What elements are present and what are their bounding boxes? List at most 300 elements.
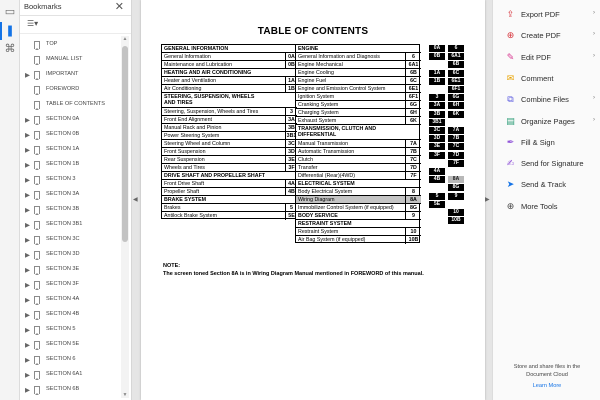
section-index-tab[interactable]: 7B (448, 135, 464, 142)
toc-row (296, 188, 421, 196)
toc-section-code: 3C (285, 140, 297, 148)
toc-row (296, 156, 421, 164)
toc-section-code: 3B (285, 124, 297, 132)
send-signature-icon: ✍ (506, 158, 515, 169)
bookmark-item[interactable] (20, 353, 120, 368)
toc-entry-line: Engine Fuel (298, 78, 327, 84)
toc-entry-line: Wheels and Tires (164, 165, 205, 171)
toc-entry-line: TRANSMISSION, CLUTCH AND (298, 126, 377, 132)
toc-row (296, 236, 421, 244)
toc-row (296, 140, 421, 148)
page-thumbnails-icon[interactable]: ▭ (4, 6, 16, 18)
bookmark-icon (34, 161, 40, 169)
tool-more-tools[interactable] (493, 199, 600, 215)
toc-section-code: 0B (285, 61, 297, 69)
bookmark-item[interactable] (20, 278, 120, 293)
toc-entry-text (164, 94, 254, 106)
toc-entry-text (298, 141, 348, 147)
toc-entry-text (298, 197, 335, 203)
tool-fill-sign[interactable] (493, 135, 600, 151)
toc-entry-text (164, 70, 251, 76)
toc-row (162, 108, 297, 116)
tool-label: Edit PDF (521, 52, 552, 62)
tool-label: Organize Pages (521, 116, 575, 126)
bookmark-item[interactable] (20, 218, 120, 233)
section-index-tab[interactable]: 6H (448, 102, 464, 109)
toc-section-code: 7A (405, 140, 421, 148)
toc-row (162, 85, 297, 93)
bookmark-item[interactable] (20, 158, 120, 173)
toc-row (296, 117, 421, 125)
bookmark-icon (34, 176, 40, 184)
expand-chevron-icon[interactable]: ▶ (25, 162, 30, 169)
section-index-tab[interactable]: 5E (429, 201, 445, 208)
chevron-right-icon[interactable]: › (593, 116, 595, 123)
toc-row (296, 93, 421, 101)
bookmark-label: SECTION 3C (46, 236, 80, 242)
bookmark-item[interactable] (20, 203, 120, 218)
tool-label: Combine Files (521, 95, 569, 105)
toc-entry-text (298, 181, 355, 187)
section-index-tab[interactable]: 7C (448, 143, 464, 150)
expand-chevron-icon[interactable]: ▶ (25, 297, 30, 304)
left-navigation-rail (0, 0, 20, 400)
bookmark-icon (34, 191, 40, 199)
fill-sign-icon: ✒ (506, 136, 515, 147)
toc-section-code: 7C (405, 156, 421, 164)
section-index-tab[interactable]: 1B (429, 78, 445, 85)
toc-entry-line: Restraint System (298, 229, 339, 235)
toc-entry-text (164, 141, 230, 147)
close-icon[interactable]: ✕ (114, 1, 124, 13)
toc-entry-text (298, 149, 354, 155)
bookmark-options-icon[interactable]: ☰▾ (27, 19, 39, 28)
section-index-tab[interactable]: 4A (429, 168, 445, 175)
section-index-tab[interactable]: 6A1 (448, 53, 464, 60)
expand-chevron-icon[interactable]: ▶ (25, 282, 30, 289)
bookmark-label: SECTION 6A1 (46, 371, 83, 377)
bookmark-icon (34, 41, 40, 49)
expand-chevron-icon[interactable]: ▶ (25, 342, 30, 349)
section-index-tab[interactable]: 3C (429, 127, 445, 134)
toc-section-code: 5E (285, 212, 297, 220)
bookmark-item[interactable] (20, 233, 120, 248)
expand-chevron-icon[interactable]: ▶ (25, 207, 30, 214)
toc-section-code: 0A (285, 53, 297, 61)
toc-entry-text (298, 165, 318, 171)
bookmark-icon (34, 371, 40, 379)
more-tools-icon: ⊕ (506, 200, 515, 211)
section-index-tab[interactable]: 3E (429, 143, 445, 150)
tool-label: Comment (521, 73, 554, 83)
toc-section-code: 3 (285, 108, 297, 116)
section-index-tab[interactable]: 8G (448, 184, 464, 191)
bookmark-label: SECTION 5 (46, 326, 76, 332)
bookmark-item[interactable] (20, 128, 120, 143)
bookmarks-header (20, 0, 131, 16)
toc-row (296, 61, 421, 69)
section-index-tab[interactable]: 1A (429, 70, 445, 77)
toc-entry-text (164, 165, 205, 171)
toc-entry-text (298, 62, 343, 68)
tool-comment[interactable] (493, 71, 600, 87)
toc-row (162, 61, 297, 69)
bookmark-label: TOP (46, 41, 58, 47)
section-index-tab[interactable]: 6C (448, 70, 464, 77)
toc-section-code: 3E (285, 156, 297, 164)
bookmark-item[interactable] (20, 83, 120, 98)
organize-pages-icon: ▤ (506, 115, 515, 126)
note-label: NOTE: (163, 263, 181, 269)
toc-entry-line: Air Bag System (if equipped) (298, 237, 366, 243)
expand-chevron-icon[interactable]: ▶ (25, 177, 30, 184)
toc-row (296, 172, 421, 180)
toc-entry-line: BRAKE SYSTEM (164, 197, 207, 203)
toc-row (296, 204, 421, 212)
tool-organize-pages[interactable] (493, 114, 600, 130)
toc-entry-line: Manual Rack and Pinion (164, 125, 222, 131)
toc-entry-line: Steering Wheel and Column (164, 141, 231, 147)
toc-row (162, 212, 297, 220)
bookmark-icon (34, 266, 40, 274)
toc-section-code: 6F1 (405, 93, 421, 101)
expand-chevron-icon[interactable]: ▶ (25, 387, 30, 394)
toc-entry-line: Brakes (164, 205, 181, 211)
expand-chevron-icon[interactable]: ▶ (25, 357, 30, 364)
bookmark-label: SECTION 3D (46, 251, 80, 257)
cloud-line-1: Store and share files in the (513, 364, 581, 370)
bookmark-label: SECTION 1B (46, 161, 80, 167)
section-index-tab[interactable]: 4B (429, 176, 445, 183)
toc-row (296, 69, 421, 77)
bookmark-icon (34, 86, 40, 94)
toc-entry-text (164, 125, 221, 131)
section-index-tab[interactable]: 3B1 (429, 119, 445, 126)
section-index-tab[interactable]: 10B (448, 217, 464, 224)
toc-section-code: 6K (405, 117, 421, 125)
bookmarks-panel (20, 0, 132, 400)
bookmark-icon (34, 251, 40, 259)
toc-section-code: 8A (405, 196, 421, 204)
bookmark-icon (34, 296, 40, 304)
toc-row (296, 180, 421, 188)
toc-row (296, 85, 421, 93)
tool-send-signature[interactable] (493, 156, 600, 172)
toc-row (296, 164, 421, 172)
expand-chevron-icon[interactable]: ▶ (25, 147, 30, 154)
toc-entry-text (298, 46, 318, 52)
expand-chevron-icon[interactable]: ▶ (25, 267, 30, 274)
pdf-page (141, 0, 485, 400)
bookmark-icon (34, 281, 40, 289)
section-index-tab[interactable]: 9 (448, 193, 464, 200)
toc-row (296, 109, 421, 117)
chevron-right-icon[interactable]: › (593, 52, 595, 59)
scroll-up-icon[interactable]: ▲ (122, 36, 128, 42)
bookmark-label: IMPORTANT (46, 71, 79, 77)
section-index-tab[interactable]: 0A (429, 45, 445, 52)
bookmark-item[interactable] (20, 338, 120, 353)
toc-entry-text (298, 157, 313, 163)
section-index-tab[interactable]: 3 (429, 94, 445, 101)
toc-row (296, 45, 421, 53)
bookmark-item[interactable] (20, 68, 120, 83)
bookmark-icon (34, 131, 40, 139)
toc-row (296, 125, 421, 140)
expand-chevron-icon[interactable]: ▶ (25, 372, 30, 379)
bookmark-label: SECTION 4B (46, 311, 80, 317)
chevron-right-icon[interactable]: › (593, 95, 595, 102)
toc-entry-line: Engine and Emission Control System (298, 86, 386, 92)
toc-row (162, 188, 297, 196)
toc-entry-line: GENERAL INFORMATION (164, 46, 229, 52)
expand-chevron-icon[interactable]: ▶ (25, 72, 30, 79)
tool-combine-files[interactable] (493, 92, 600, 108)
toc-entry-text (164, 62, 232, 68)
tool-send-track[interactable] (493, 177, 600, 193)
toc-entry-text (298, 237, 365, 243)
create-pdf-icon: ⊕ (506, 30, 515, 41)
toc-entry-line: Cranking System (298, 102, 339, 108)
bookmark-item[interactable] (20, 173, 120, 188)
toc-entry-text (298, 54, 380, 60)
toc-entry-line: Steering, Suspension, Wheels and Tires (164, 109, 259, 115)
toc-row (162, 77, 297, 85)
scrollbar-thumb[interactable] (122, 46, 128, 242)
toc-entry-line: Transfer (298, 165, 318, 171)
bookmark-label: SECTION 3 (46, 176, 76, 182)
section-index-tab[interactable]: 0B (429, 53, 445, 60)
toc-entry-text (298, 221, 352, 227)
bookmark-label: SECTION 4A (46, 296, 80, 302)
toc-row (162, 45, 297, 53)
toc-entry-text (298, 213, 338, 219)
section-index-tab[interactable]: 6B (448, 61, 464, 68)
bookmarks-toolbar (20, 16, 131, 34)
bookmark-label: SECTION 0A (46, 116, 80, 122)
section-index-tab[interactable]: 10 (448, 209, 464, 216)
section-index-tab[interactable]: 6 (448, 45, 464, 52)
expand-chevron-icon[interactable]: ▶ (25, 192, 30, 199)
toc-entry-text (298, 102, 338, 108)
toc-row (162, 156, 297, 164)
toc-entry-text (298, 78, 326, 84)
toc-entry-line: Air Conditioning (164, 86, 202, 92)
section-index-tab[interactable]: 7D (448, 152, 464, 159)
section-index-tab[interactable]: 6F1 (448, 86, 464, 93)
toc-entry-text (164, 213, 217, 219)
toc-table-left (161, 44, 296, 219)
toc-entry-line: HEATING AND AIR CONDITIONING (164, 70, 252, 76)
section-index-tab[interactable]: 3F (429, 152, 445, 159)
toc-section-code: 3D (285, 148, 297, 156)
toc-row (162, 140, 297, 148)
toc-row (296, 148, 421, 156)
scroll-down-icon[interactable]: ▼ (122, 392, 128, 398)
toc-entry-text (164, 46, 228, 52)
section-index-tab[interactable]: 3B (429, 111, 445, 118)
bookmark-icon (34, 101, 40, 109)
expand-chevron-icon[interactable]: ▶ (25, 132, 30, 139)
toc-section-code: 9 (405, 212, 421, 220)
bookmark-item[interactable] (20, 263, 120, 278)
toc-entry-line: BODY SERVICE (298, 213, 338, 219)
expand-chevron-icon[interactable]: ▶ (25, 237, 30, 244)
toc-row (162, 196, 297, 204)
toc-entry-line: STEERING, SUSPENSION, WHEELS (164, 94, 255, 100)
toc-section-code: 7D (405, 164, 421, 172)
page-title: TABLE OF CONTENTS (257, 26, 369, 37)
toc-entry-text (164, 54, 211, 60)
toc-section-code: 6B (405, 69, 421, 77)
toc-section-code: 6E1 (405, 85, 421, 93)
bookmark-item[interactable] (20, 53, 120, 68)
toc-entry-text (298, 110, 339, 116)
toc-entry-text (298, 189, 352, 195)
bookmark-label: SECTION 5E (46, 341, 80, 347)
bookmark-item[interactable] (20, 143, 120, 158)
toc-entry-line: Engine Mechanical (298, 62, 343, 68)
bookmark-label: FOREWORD (46, 86, 80, 92)
toc-entry-line: Exhaust System (298, 118, 337, 124)
toc-row (296, 101, 421, 109)
tool-create-pdf[interactable] (493, 28, 600, 44)
toc-entry-line: Immobilizer Control System (if equipped) (298, 205, 394, 211)
tool-label: Fill & Sign (521, 137, 555, 147)
section-index-tab[interactable]: 5 (429, 193, 445, 200)
toc-entry-line-2: DIFFERENTIAL (298, 132, 337, 138)
bookmark-item[interactable] (20, 293, 120, 308)
expand-chevron-icon[interactable]: ▶ (25, 327, 30, 334)
toc-entry-line-2: AND TIRES (164, 100, 193, 106)
toc-row (296, 53, 421, 61)
bookmark-icon (34, 326, 40, 334)
bookmark-item[interactable] (20, 98, 120, 113)
bookmark-item[interactable] (20, 383, 120, 398)
toc-section-code: 3A (285, 116, 297, 124)
toc-entry-text (298, 229, 338, 235)
toc-row (296, 196, 421, 204)
toc-section-code: 7B (405, 148, 421, 156)
learn-more-link[interactable]: Learn More (532, 383, 562, 389)
toc-row (296, 228, 421, 236)
bookmark-label: MANUAL LIST (46, 56, 83, 62)
bookmark-icon (34, 146, 40, 154)
section-index-tab[interactable]: 6E1 (448, 78, 464, 85)
bookmarks-icon[interactable]: ❚ (3, 24, 17, 38)
expand-chevron-icon[interactable]: ▶ (25, 252, 30, 259)
tool-edit-pdf[interactable] (493, 50, 600, 66)
chevron-right-icon[interactable]: › (593, 10, 595, 16)
bookmark-label: SECTION 6 (46, 356, 76, 362)
toc-row (162, 132, 297, 140)
toc-entry-line: Front End Alignment (164, 117, 212, 123)
bookmark-tree (20, 38, 120, 398)
toc-entry-line: RESTRAINT SYSTEM (298, 221, 352, 227)
bookmark-item[interactable] (20, 113, 120, 128)
toc-entry-text (164, 133, 219, 139)
section-index-tab[interactable]: 6K (448, 111, 464, 118)
toc-entry-text (298, 173, 355, 179)
bookmark-item[interactable] (20, 308, 120, 323)
toc-row (162, 172, 297, 180)
toc-entry-text (298, 205, 394, 211)
toc-entry-line: Maintenance and Lubrication (164, 62, 233, 68)
toc-entry-text (164, 205, 181, 211)
expand-chevron-icon[interactable]: ▶ (25, 117, 30, 124)
expand-chevron-icon[interactable]: ▶ (25, 312, 30, 319)
toc-entry-text (164, 86, 201, 92)
toc-entry-line: Automatic Transmission (298, 149, 355, 155)
bookmark-item[interactable] (20, 248, 120, 263)
toc-entry-line: DRIVE SHAFT AND PROPELLER SHAFT (164, 173, 266, 179)
toc-section-code: 6 (405, 53, 421, 61)
chevron-right-icon[interactable]: › (593, 31, 595, 38)
section-index-tab[interactable]: 7F (448, 160, 464, 167)
section-index-tab[interactable]: 3A (429, 102, 445, 109)
tool-label: Send & Track (521, 180, 567, 190)
toc-row (162, 148, 297, 156)
bookmark-item[interactable] (20, 323, 120, 338)
toc-entry-text (164, 109, 258, 115)
bookmark-label: TABLE OF CONTENTS (46, 101, 105, 107)
section-index-tab[interactable]: 8A (448, 176, 464, 183)
tool-export-pdf[interactable] (493, 7, 600, 23)
collapse-left-panel-icon[interactable]: ◀ (133, 197, 138, 203)
attachments-icon[interactable]: ⌘ (4, 43, 16, 55)
toc-entry-line: Clutch (298, 157, 314, 163)
toc-entry-text (164, 157, 205, 163)
bookmarks-scrollbar[interactable] (121, 36, 129, 398)
toc-entry-line: Rear Suspension (164, 157, 205, 163)
toc-entry-line: Body Electrical System (298, 189, 353, 195)
bookmark-icon (34, 56, 40, 64)
expand-chevron-icon[interactable]: ▶ (25, 222, 30, 229)
bookmark-item[interactable] (20, 188, 120, 203)
section-index-tab[interactable]: 7A (448, 127, 464, 134)
toc-section-code: 5 (285, 204, 297, 212)
document-cloud-promo (493, 363, 600, 379)
bookmark-icon (34, 236, 40, 244)
bookmark-icon (34, 311, 40, 319)
toc-entry-text (298, 118, 336, 124)
toc-entry-line: Manual Transmission (298, 141, 349, 147)
toc-section-code: 3F (285, 164, 297, 172)
toc-entry-text (164, 149, 206, 155)
toc-entry-line: Power Steering System (164, 133, 220, 139)
toc-entry-line: Engine Cooling (298, 70, 334, 76)
bookmark-icon (34, 116, 40, 124)
toc-row (162, 53, 297, 61)
section-index-tab[interactable]: 3D (429, 135, 445, 142)
section-index-tab[interactable]: 6G (448, 94, 464, 101)
toc-entry-line: Ignition System (298, 94, 335, 100)
bookmark-item[interactable] (20, 368, 120, 383)
bookmark-icon (34, 356, 40, 364)
bookmark-item[interactable] (20, 38, 120, 53)
toc-entry-line: Front Drive Shaft (164, 181, 205, 187)
toc-entry-line: Antilock Brake System (164, 213, 217, 219)
toc-entry-line: ENGINE (298, 46, 319, 52)
toc-section-code: 1A (285, 77, 297, 85)
bookmark-icon (34, 206, 40, 214)
toc-row (296, 77, 421, 85)
toc-entry-text (298, 86, 385, 92)
toc-row (162, 164, 297, 172)
toc-row (162, 93, 297, 108)
toc-row (162, 204, 297, 212)
collapse-right-panel-icon[interactable]: ▶ (485, 197, 490, 203)
